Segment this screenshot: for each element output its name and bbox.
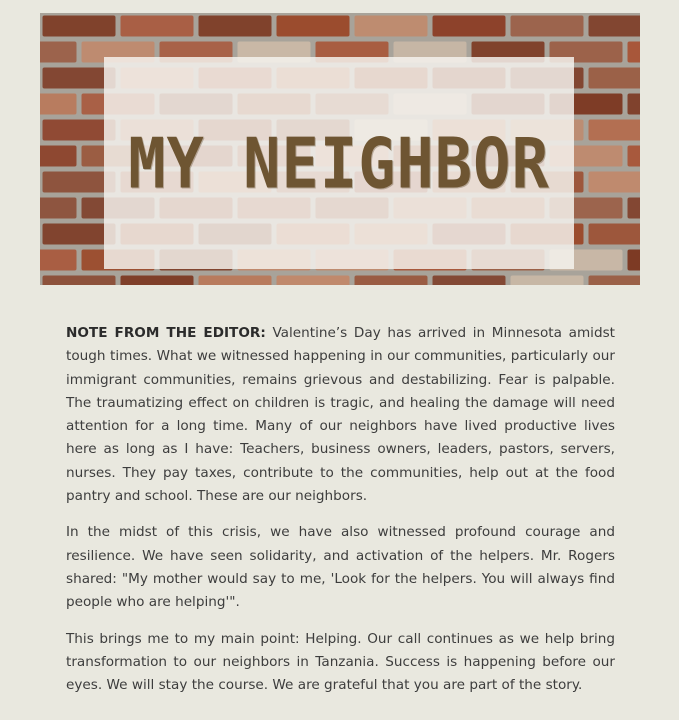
paragraph-3: This brings me to my main point: Helping. Our call continues as we help bring transformation to our neighbors in Tanzania. Success is happening before our eyes. We will stay the course. We are grateful that you are part of the story. [66,630,615,694]
title-panel [104,57,574,269]
header-banner [40,13,640,285]
editor-note [66,322,615,710]
banner-title: MY NEIGHBOR [128,122,550,204]
paragraph-2: In the midst of this crisis, we have also witnessed profound courage and resilience. We have seen solidarity, and activation of the helpers. Mr. Rogers shared: "My mother would say to me, 'Look for the helpers. You will always find people who are helping'". [66,524,615,611]
editor-note-label: NOTE FROM THE EDITOR: [66,325,266,341]
paragraph-1-text: Valentine’s Day has arrived in Minnesota amidst tough times. What we witnessed happening in our communities, particularly our immigrant communities, remains grievous and destabilizing. Fear is palpable. The traumatizing effect on children is tragic, and healing the damage will need attention for a long time. Many of our neighbors have lived productive lives here as long as I have: Teachers, business owners, leaders, pastors, servers, nurses. They pay taxes, contribute to the communities, help out at the food pantry and school. These are our neighbors. [66,325,615,505]
paragraph-1 [66,322,615,508]
